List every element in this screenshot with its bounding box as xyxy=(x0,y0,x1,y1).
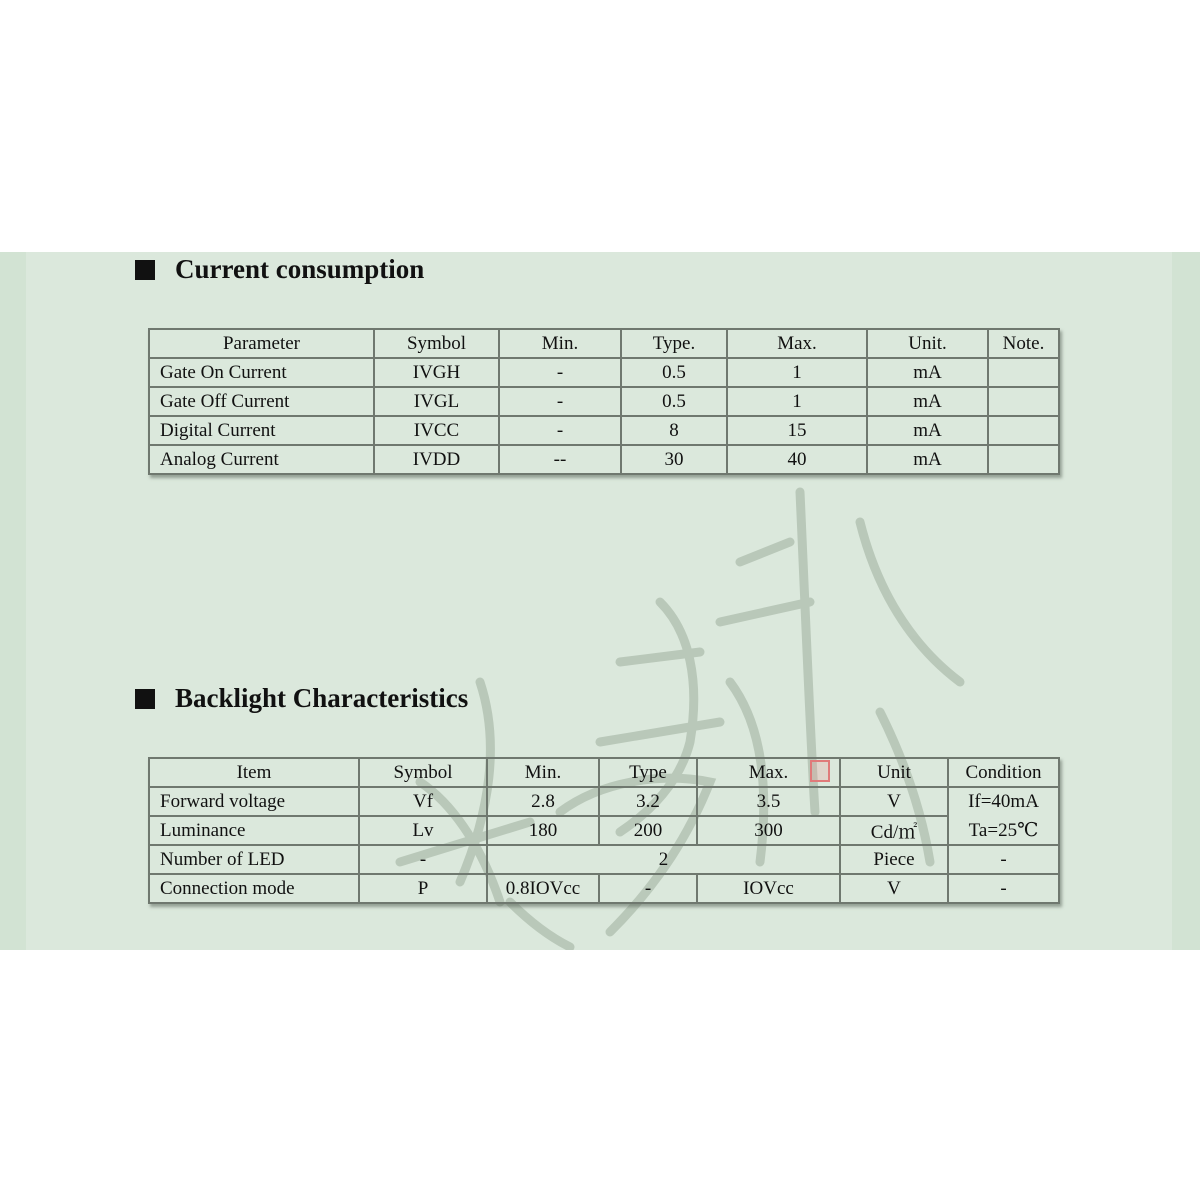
header-condition: Condition xyxy=(948,758,1059,787)
backlight-table xyxy=(148,757,1060,904)
cell-condition: If=40mA xyxy=(948,787,1059,816)
cell-max: 3.5 xyxy=(697,787,840,816)
cell-max: 40 xyxy=(727,445,867,474)
cell-parameter: Analog Current xyxy=(149,445,374,474)
panel-right-edge xyxy=(1172,252,1200,950)
header-item: Item xyxy=(149,758,359,787)
cell-item: Luminance xyxy=(149,816,359,845)
cell-condition: Ta=25℃ xyxy=(948,816,1059,845)
cell-unit: V xyxy=(840,874,948,903)
header-note: Note. xyxy=(988,329,1059,358)
cell-min: 180 xyxy=(487,816,599,845)
header-symbol: Symbol xyxy=(359,758,487,787)
cell-symbol: IVDD xyxy=(374,445,499,474)
table-row xyxy=(149,874,1059,903)
header-min: Min. xyxy=(499,329,621,358)
cell-unit: V xyxy=(840,787,948,816)
cell-type: - xyxy=(599,874,697,903)
cell-symbol: P xyxy=(359,874,487,903)
cell-min: - xyxy=(499,416,621,445)
cell-unit: mA xyxy=(867,387,988,416)
cell-symbol: IVGL xyxy=(374,387,499,416)
cell-min: 0.8IOVcc xyxy=(487,874,599,903)
cell-min: - xyxy=(499,358,621,387)
cell-type: 200 xyxy=(599,816,697,845)
table-row xyxy=(149,816,1059,845)
cell-count: 2 xyxy=(487,845,840,874)
cell-symbol: IVCC xyxy=(374,416,499,445)
cell-unit: mA xyxy=(867,416,988,445)
cell-symbol: Lv xyxy=(359,816,487,845)
cell-symbol: IVGH xyxy=(374,358,499,387)
cell-type: 0.5 xyxy=(621,387,727,416)
cell-condition: - xyxy=(948,845,1059,874)
header-min: Min. xyxy=(487,758,599,787)
cell-min: 2.8 xyxy=(487,787,599,816)
cell-item: Number of LED xyxy=(149,845,359,874)
cell-note xyxy=(988,416,1059,445)
backlight-title: Backlight Characteristics xyxy=(175,683,469,713)
cell-max: IOVcc xyxy=(697,874,840,903)
table-header-row xyxy=(149,329,1059,358)
table-row xyxy=(149,387,1059,416)
cell-min: - xyxy=(499,387,621,416)
header-max: Max. xyxy=(727,329,867,358)
cell-max: 1 xyxy=(727,358,867,387)
cell-type: 0.5 xyxy=(621,358,727,387)
table-header-row xyxy=(149,758,1059,787)
table-row xyxy=(149,445,1059,474)
cell-unit: Cd/㎡ xyxy=(840,816,948,845)
cell-item: Forward voltage xyxy=(149,787,359,816)
square-bullet-icon xyxy=(135,689,155,709)
cell-max: 1 xyxy=(727,387,867,416)
table-row xyxy=(149,416,1059,445)
cell-unit: Piece xyxy=(840,845,948,874)
header-unit: Unit. xyxy=(867,329,988,358)
cell-parameter: Gate Off Current xyxy=(149,387,374,416)
cell-symbol: - xyxy=(359,845,487,874)
cell-unit: mA xyxy=(867,445,988,474)
table-row xyxy=(149,358,1059,387)
header-max: Max. xyxy=(697,758,840,787)
cell-condition: - xyxy=(948,874,1059,903)
cell-note xyxy=(988,387,1059,416)
cell-symbol: Vf xyxy=(359,787,487,816)
panel-left-edge xyxy=(0,252,26,950)
cell-type: 3.2 xyxy=(599,787,697,816)
header-unit: Unit xyxy=(840,758,948,787)
current-consumption-heading xyxy=(135,254,424,285)
cell-min: -- xyxy=(499,445,621,474)
cell-unit: mA xyxy=(867,358,988,387)
cell-parameter: Gate On Current xyxy=(149,358,374,387)
datasheet-panel xyxy=(0,252,1200,950)
cell-type: 30 xyxy=(621,445,727,474)
cell-parameter: Digital Current xyxy=(149,416,374,445)
square-bullet-icon xyxy=(135,260,155,280)
header-parameter: Parameter xyxy=(149,329,374,358)
current-consumption-table xyxy=(148,328,1060,475)
current-consumption-title: Current consumption xyxy=(175,254,425,284)
cell-item: Connection mode xyxy=(149,874,359,903)
header-type: Type xyxy=(599,758,697,787)
header-type: Type. xyxy=(621,329,727,358)
cell-max: 15 xyxy=(727,416,867,445)
cell-max: 300 xyxy=(697,816,840,845)
table-row xyxy=(149,845,1059,874)
header-symbol: Symbol xyxy=(374,329,499,358)
cell-note xyxy=(988,445,1059,474)
cell-note xyxy=(988,358,1059,387)
cell-type: 8 xyxy=(621,416,727,445)
table-row xyxy=(149,787,1059,816)
red-stamp-mark xyxy=(810,760,830,782)
backlight-heading xyxy=(135,683,468,714)
